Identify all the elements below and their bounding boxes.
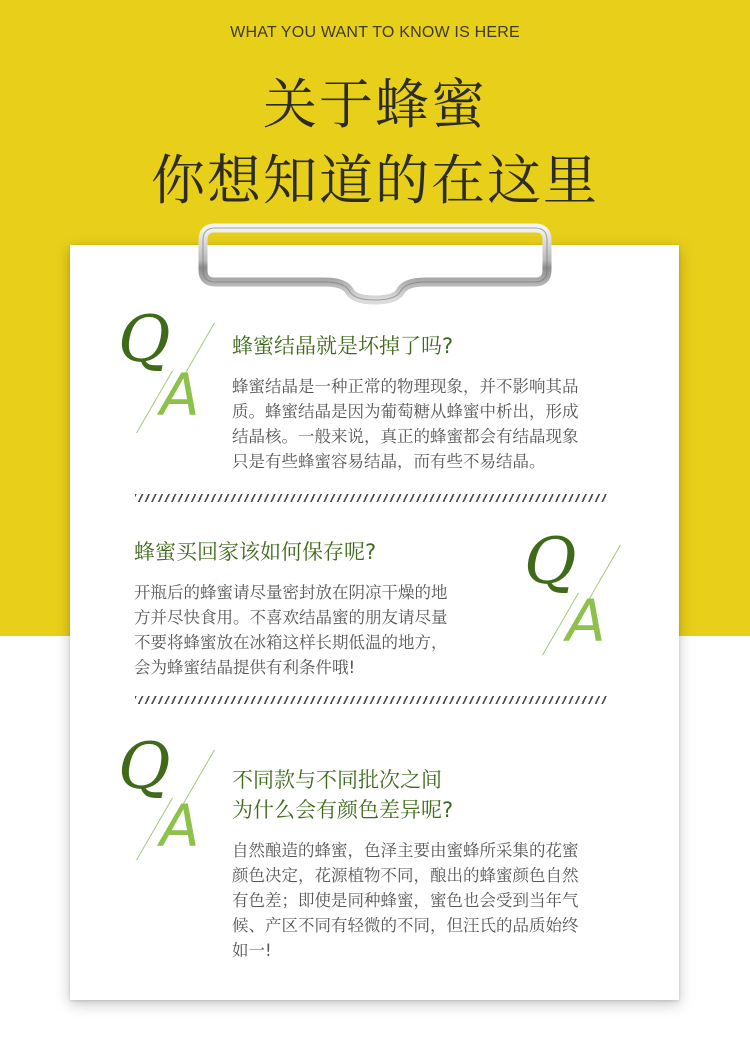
answer-line: 开瓶后的蜂蜜请尽量密封放在阴凉干燥的地	[134, 583, 448, 602]
answer-line: 候、产区不同有轻微的不同，但汪氏的品质始终	[232, 916, 579, 935]
a-letter: A	[160, 361, 200, 429]
hatched-divider	[135, 494, 607, 502]
answer-line: 蜂蜜结晶是一种正常的物理现象，并不影响其品	[232, 377, 579, 396]
qa-mark-2	[524, 525, 624, 655]
qa-mark-1	[118, 303, 218, 429]
a-letter: A	[566, 587, 606, 655]
page-title-line-2: 你想知道的在这里	[151, 149, 599, 212]
question-line: 不同款与不同批次之间	[232, 768, 442, 792]
faq-question-2: 蜂蜜买回家该如何保存呢?	[134, 540, 377, 564]
answer-line: 方并尽快食用。不喜欢结晶蜜的朋友请尽量	[134, 608, 448, 627]
answer-line: 如一!	[232, 941, 272, 960]
q-letter: Q	[118, 303, 171, 377]
hatched-divider	[135, 696, 607, 704]
qa-mark-3	[118, 730, 218, 860]
clipboard-clip-icon	[195, 220, 555, 310]
question-line: 为什么会有颜色差异呢?	[232, 798, 454, 822]
answer-line: 有色差；即使是同种蜂蜜，蜜色也会受到当年气	[232, 891, 579, 910]
header-subtitle: WHAT YOU WANT TO KNOW IS HERE	[230, 24, 520, 41]
a-letter: A	[160, 792, 200, 860]
answer-line: 结晶核。一般来说，真正的蜂蜜都会有结晶现象	[232, 427, 579, 446]
q-letter: Q	[524, 525, 577, 599]
answer-line: 质。蜂蜜结晶是因为葡萄糖从蜂蜜中析出，形成	[232, 402, 579, 421]
answer-line: 会为蜂蜜结晶提供有利条件哦!	[134, 658, 356, 677]
answer-line: 不要将蜂蜜放在冰箱这样长期低温的地方，	[134, 633, 448, 652]
answer-line: 自然酿造的蜂蜜，色泽主要由蜜蜂所采集的花蜜	[232, 841, 579, 860]
page-title-line-1: 关于蜂蜜	[263, 73, 487, 136]
q-letter: Q	[118, 730, 171, 804]
faq-question-1: 蜂蜜结晶就是坏掉了吗?	[232, 334, 454, 358]
answer-line: 颜色决定，花源植物不同，酿出的蜂蜜颜色自然	[232, 866, 579, 885]
answer-line: 只是有些蜂蜜容易结晶，而有些不易结晶。	[232, 452, 546, 471]
